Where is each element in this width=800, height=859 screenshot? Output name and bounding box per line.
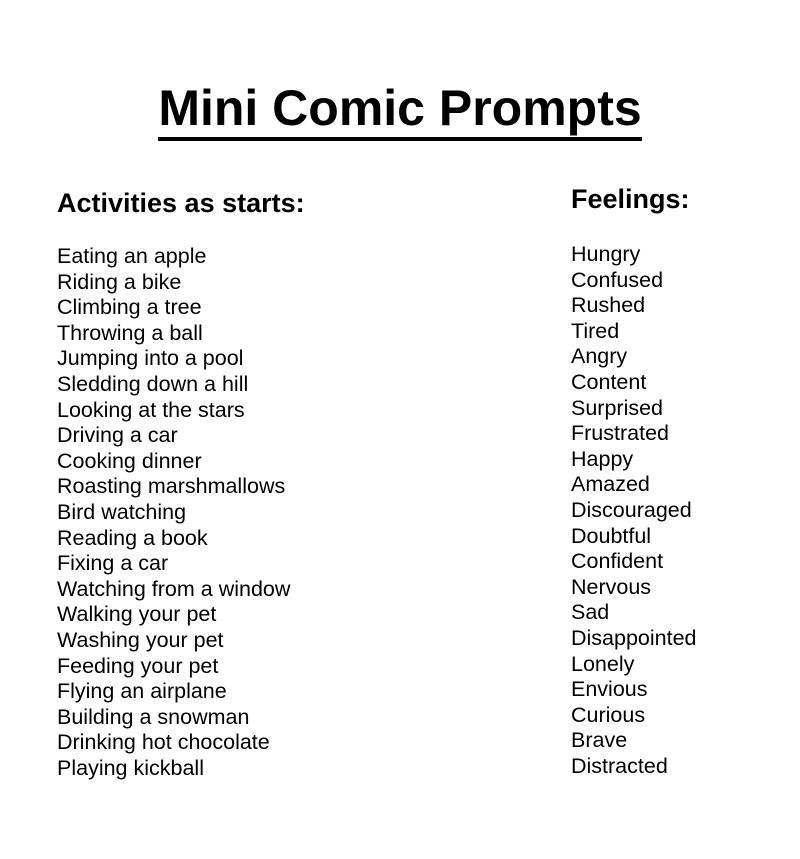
feelings-column (571, 182, 791, 779)
feelings-heading: Feelings: (571, 184, 690, 214)
feeling-item: Sad (571, 600, 610, 625)
activity-item: Washing your pet (57, 627, 224, 652)
activity-item: Cooking dinner (57, 448, 202, 473)
activity-item: Fixing a car (57, 551, 169, 576)
feeling-item: Discouraged (571, 497, 692, 522)
activity-item: Jumping into a pool (57, 346, 244, 371)
feeling-item: Hungry (571, 242, 641, 266)
activity-item: Building a snowman (57, 704, 250, 729)
activity-item: Sledding down a hill (57, 371, 249, 396)
feeling-item: Confused (571, 267, 664, 292)
page-title (0, 78, 800, 141)
page-title-text: Mini Comic Prompts (158, 79, 641, 141)
activity-item: Eating an apple (57, 244, 207, 268)
feeling-item: Disappointed (571, 625, 697, 650)
activity-item: Riding a bike (57, 269, 182, 294)
activity-item: Throwing a ball (57, 320, 203, 345)
activity-item: Bird watching (57, 499, 187, 524)
activity-item: Walking your pet (57, 602, 217, 627)
feeling-item: Surprised (571, 395, 664, 420)
activity-item: Playing kickball (57, 755, 204, 780)
feeling-item: Frustrated (571, 421, 669, 446)
activity-item: Looking at the stars (57, 397, 245, 422)
activities-column (57, 186, 517, 781)
activity-item: Flying an airplane (57, 679, 227, 704)
feeling-item: Nervous (571, 574, 652, 599)
activity-item: Reading a book (57, 525, 208, 550)
activities-list (57, 244, 517, 781)
activity-item: Drinking hot chocolate (57, 730, 270, 755)
feeling-item: Envious (571, 677, 648, 702)
feeling-item: Angry (571, 344, 628, 369)
feeling-item: Lonely (571, 651, 635, 676)
feeling-item: Distracted (571, 753, 668, 778)
activity-item: Climbing a tree (57, 295, 202, 320)
activity-item: Watching from a window (57, 576, 291, 601)
feeling-item: Rushed (571, 293, 646, 318)
feeling-item: Tired (571, 318, 620, 343)
activity-item: Feeding your pet (57, 653, 219, 678)
activity-item: Driving a car (57, 423, 178, 448)
feeling-item: Doubtful (571, 523, 652, 548)
activities-heading: Activities as starts: (57, 188, 305, 218)
feeling-item: Happy (571, 446, 634, 471)
feeling-item: Curious (571, 702, 646, 727)
feeling-item: Brave (571, 728, 628, 753)
feeling-item: Amazed (571, 472, 650, 497)
feeling-item: Confident (571, 549, 664, 574)
feeling-item: Content (571, 369, 647, 394)
feelings-list (571, 242, 791, 779)
activity-item: Roasting marshmallows (57, 474, 286, 499)
